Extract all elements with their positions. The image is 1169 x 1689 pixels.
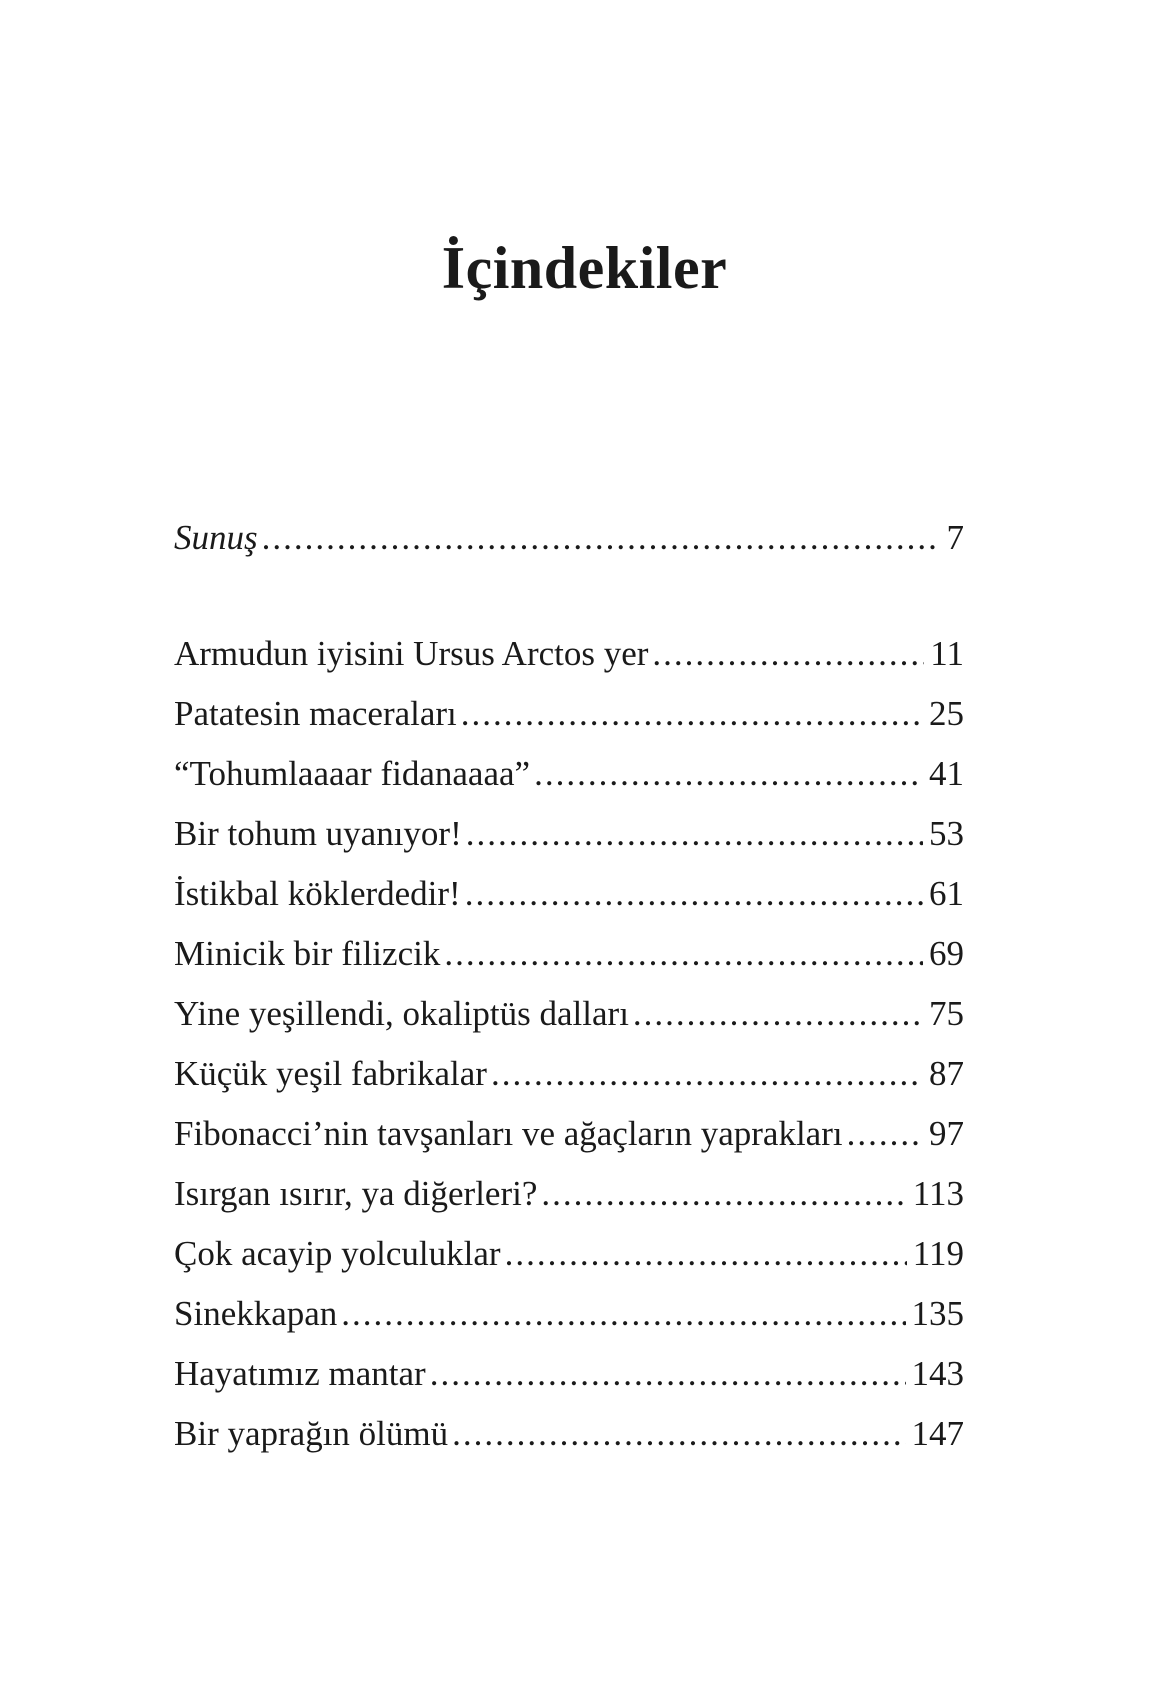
dot-leader <box>652 628 924 680</box>
dot-leader <box>444 928 923 980</box>
toc-entry-page: 97 <box>929 1114 964 1153</box>
toc-entry-page: 75 <box>929 994 964 1033</box>
dot-leader <box>505 1228 907 1280</box>
dot-leader <box>466 808 923 860</box>
toc-entry <box>174 1348 964 1400</box>
dot-leader <box>633 988 923 1040</box>
toc-entry-page: 7 <box>946 518 964 557</box>
toc-entry <box>174 512 964 564</box>
toc-entry <box>174 1168 964 1220</box>
toc-entry-page: 41 <box>929 754 964 793</box>
toc-entry-title: Patatesin maceraları <box>174 694 457 733</box>
toc-entry <box>174 1048 964 1100</box>
toc-entry-title: Hayatımız mantar <box>174 1354 426 1393</box>
toc-entry <box>174 748 964 800</box>
toc-entry-title: “Tohumlaaaar fidanaaaa” <box>174 754 531 793</box>
toc-entry <box>174 628 964 680</box>
toc-entry-title: Küçük yeşil fabrikalar <box>174 1054 487 1093</box>
dot-leader <box>452 1408 905 1460</box>
toc-entry-title: Isırgan ısırır, ya diğerleri? <box>174 1174 538 1213</box>
toc-entry-title: Fibonacci’nin tavşanları ve ağaçların yaprakları <box>174 1114 843 1153</box>
toc-entry <box>174 1108 964 1160</box>
toc-entry-title: Yine yeşillendi, okaliptüs dalları <box>174 994 629 1033</box>
toc-entry <box>174 1288 964 1340</box>
toc-entry <box>174 868 964 920</box>
dot-leader <box>465 868 923 920</box>
toc-entry-title: Armudun iyisini Ursus Arctos yer <box>174 634 649 673</box>
toc-entry-page: 25 <box>929 694 964 733</box>
toc-entry <box>174 688 964 740</box>
toc-entry-title: Bir tohum uyanıyor! <box>174 814 462 853</box>
toc-entry-title: Bir yaprağın ölümü <box>174 1414 449 1453</box>
toc-entry-page: 11 <box>930 634 964 673</box>
dot-leader <box>341 1288 905 1340</box>
toc-entry-page: 61 <box>929 874 964 913</box>
toc-entry-page: 143 <box>911 1354 964 1393</box>
toc-entry-page: 119 <box>912 1234 964 1273</box>
dot-leader <box>534 748 923 800</box>
toc-entry-page: 135 <box>911 1294 964 1333</box>
toc-entry <box>174 928 964 980</box>
toc-entry <box>174 1228 964 1280</box>
toc-entry-page: 113 <box>912 1174 964 1213</box>
dot-leader <box>262 512 941 564</box>
toc-entry-title: Çok acayip yolculuklar <box>174 1234 501 1273</box>
toc-entry-page: 53 <box>929 814 964 853</box>
toc-entry-page: 87 <box>929 1054 964 1093</box>
dot-leader <box>541 1168 906 1220</box>
toc-entry-title: Minicik bir filizcik <box>174 934 441 973</box>
toc-entry <box>174 1408 964 1460</box>
dot-leader <box>847 1108 923 1160</box>
toc-entry-page: 69 <box>929 934 964 973</box>
toc-entry-title: Sunuş <box>174 518 258 557</box>
toc-entry-title: Sinekkapan <box>174 1294 338 1333</box>
dot-leader <box>430 1348 906 1400</box>
page-title: İçindekiler <box>441 235 728 302</box>
toc-entry <box>174 808 964 860</box>
dot-leader <box>491 1048 923 1100</box>
toc-entry-title: İstikbal köklerdedir! <box>174 874 461 913</box>
toc-entry <box>174 988 964 1040</box>
toc-entry-page: 147 <box>911 1414 964 1453</box>
dot-leader <box>461 688 923 740</box>
